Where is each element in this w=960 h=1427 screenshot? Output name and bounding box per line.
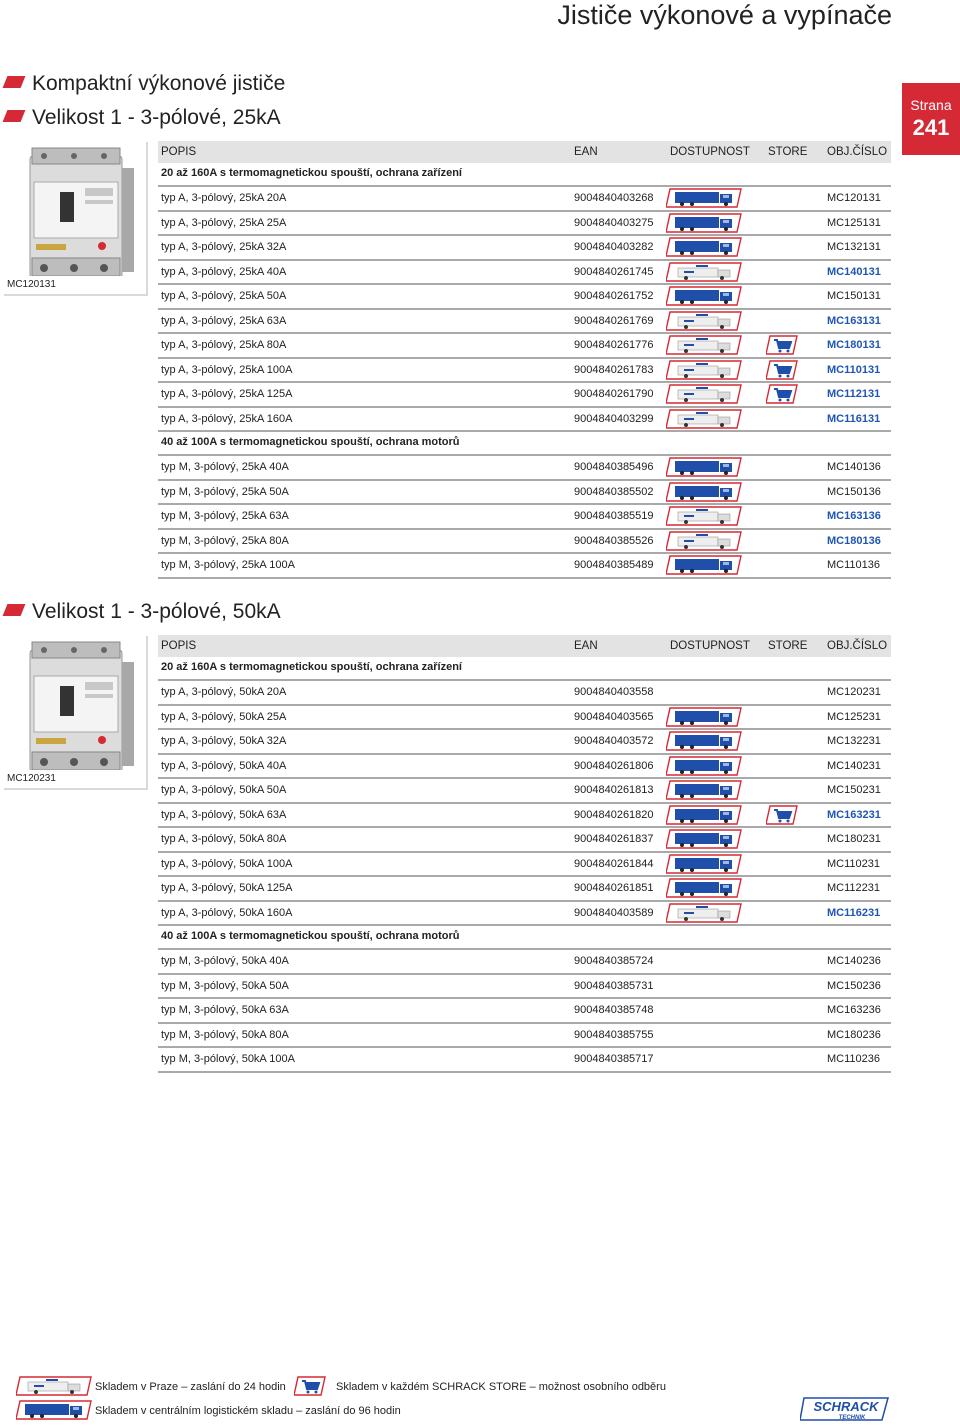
table-row — [158, 212, 891, 237]
product-image-panel — [4, 636, 148, 790]
row-description: typ M, 3-pólový, 25kA 50A — [161, 485, 289, 498]
row-ean: 9004840261844 — [574, 857, 654, 870]
page-badge-number: 241 — [912, 115, 950, 140]
row-order-number: MC150131 — [827, 290, 881, 302]
row-ean: 9004840403572 — [574, 735, 654, 747]
table-row — [158, 975, 891, 1000]
table-row — [158, 804, 891, 829]
table-header — [158, 635, 891, 657]
row-description: typ A, 3-pólový, 50kA 100A — [161, 857, 293, 870]
row-description: typ M, 3-pólový, 50kA 80A — [161, 1028, 289, 1041]
van-icon — [666, 531, 742, 554]
row-ean: 9004840261769 — [574, 314, 654, 327]
section-heading-text: Velikost 1 - 3-pólové, 25kA — [32, 106, 281, 129]
table-header — [158, 141, 891, 163]
row-order-number: MC112131 — [827, 388, 881, 400]
product-table-50ka — [158, 635, 891, 1073]
table-row — [158, 1048, 891, 1073]
row-ean: 9004840385731 — [574, 979, 654, 992]
row-description: typ A, 3-pólový, 25kA 63A — [161, 314, 287, 327]
row-ean: 9004840385489 — [574, 559, 654, 571]
table-row — [158, 310, 891, 335]
column-header-dostupnost: DOSTUPNOST — [670, 640, 750, 652]
row-ean: 9004840261776 — [574, 339, 654, 351]
row-description: typ M, 3-pólový, 25kA 40A — [161, 461, 289, 473]
row-description: typ A, 3-pólový, 25kA 125A — [161, 388, 293, 400]
row-order-number: MC116231 — [827, 906, 881, 919]
shopping-cart-icon — [294, 1376, 328, 1401]
truck-icon — [16, 1400, 92, 1425]
row-order-number: MC180236 — [827, 1028, 881, 1041]
legend-central: Skladem v centrálním logistickém skladu – zaslání do 96 hodin — [95, 1405, 401, 1417]
row-description: typ M, 3-pólový, 25kA 80A — [161, 534, 289, 547]
table-row — [158, 236, 891, 261]
heading-marker-icon — [3, 110, 26, 122]
legend-store: Skladem v každém SCHRACK STORE – možnost osobního odběru — [336, 1381, 666, 1393]
legend-prague: Skladem v Praze – zaslání do 24 hodin — [95, 1381, 286, 1393]
row-ean: 9004840385502 — [574, 485, 654, 498]
van-icon — [666, 384, 742, 407]
table-row — [158, 950, 891, 975]
section-heading-text: Velikost 1 - 3-pólové, 50kA — [32, 600, 281, 623]
row-ean: 9004840403565 — [574, 710, 654, 723]
table-row — [158, 681, 891, 706]
row-order-number: MC110236 — [827, 1053, 880, 1065]
column-header-store: STORE — [768, 640, 808, 652]
product-image-panel — [4, 142, 148, 296]
van-icon — [16, 1376, 92, 1401]
table-row — [158, 902, 891, 927]
row-description: typ A, 3-pólový, 25kA 160A — [161, 412, 293, 425]
van-icon — [666, 506, 742, 529]
table-row — [158, 481, 891, 506]
van-icon — [666, 903, 742, 926]
row-order-number: MC163236 — [827, 1004, 881, 1016]
column-header-obj: OBJ.ČÍSLO — [827, 640, 888, 652]
circuit-breaker-image — [4, 636, 146, 770]
row-ean: 9004840403268 — [574, 192, 654, 204]
truck-icon — [666, 854, 742, 877]
truck-icon — [666, 457, 742, 480]
table-row — [158, 285, 891, 310]
table-row — [158, 261, 891, 286]
column-header-obj: OBJ.ČÍSLO — [827, 146, 888, 158]
heading-marker-icon — [3, 76, 26, 88]
row-order-number: MC110231 — [827, 857, 880, 870]
table-row — [158, 383, 891, 408]
truck-icon — [666, 756, 742, 779]
schrack-logo — [800, 1396, 892, 1427]
group-heading — [158, 926, 891, 950]
van-icon — [666, 311, 742, 334]
product-caption: MC120131 — [4, 276, 146, 296]
row-ean: 9004840261820 — [574, 808, 654, 821]
row-order-number: MC120231 — [827, 686, 881, 698]
row-ean: 9004840261813 — [574, 784, 654, 796]
row-description: typ A, 3-pólový, 25kA 40A — [161, 265, 287, 278]
product-table-25ka — [158, 141, 891, 579]
row-order-number: MC140231 — [827, 759, 881, 772]
row-description: typ M, 3-pólový, 50kA 100A — [161, 1053, 295, 1065]
row-description: typ A, 3-pólový, 50kA 160A — [161, 906, 293, 919]
main-heading — [5, 72, 285, 96]
row-ean: 9004840385755 — [574, 1028, 654, 1041]
row-description: typ M, 3-pólový, 25kA 63A — [161, 510, 289, 522]
page-title: Jističe výkonové a vypínače — [557, 0, 892, 30]
column-header-ean: EAN — [574, 640, 598, 652]
row-order-number: MC150136 — [827, 485, 881, 498]
group-heading — [158, 163, 891, 187]
table-row — [158, 505, 891, 530]
row-description: typ A, 3-pólový, 25kA 50A — [161, 290, 287, 302]
group-title: 40 až 100A s termomagnetickou spouští, ochrana motorů — [161, 436, 460, 448]
row-order-number: MC125131 — [827, 216, 881, 229]
table-row — [158, 359, 891, 384]
group-title: 20 až 160A s termomagnetickou spouští, ochrana zařízení — [161, 661, 462, 673]
row-description: typ M, 3-pólový, 50kA 40A — [161, 955, 289, 967]
row-ean: 9004840385526 — [574, 534, 654, 547]
table-row — [158, 999, 891, 1024]
row-ean: 9004840261837 — [574, 833, 654, 845]
row-description: typ M, 3-pólový, 50kA 63A — [161, 1004, 289, 1016]
main-heading-text: Kompaktní výkonové jističe — [32, 72, 286, 95]
row-description: typ M, 3-pólový, 50kA 50A — [161, 979, 289, 992]
truck-icon — [666, 286, 742, 309]
row-ean: 9004840403275 — [574, 216, 654, 229]
row-order-number: MC125231 — [827, 710, 881, 723]
column-header-popis: POPIS — [161, 146, 197, 158]
table-row — [158, 853, 891, 878]
shopping-cart-icon — [766, 805, 800, 828]
group-heading — [158, 657, 891, 681]
truck-icon — [666, 805, 742, 828]
table-row — [158, 187, 891, 212]
section-heading-50ka — [5, 600, 281, 624]
row-description: typ A, 3-pólový, 50kA 25A — [161, 710, 287, 723]
table-row — [158, 779, 891, 804]
logo-text-schrack: SCHRACK — [813, 1399, 879, 1414]
row-order-number: MC150236 — [827, 979, 881, 992]
row-order-number: MC140136 — [827, 461, 881, 473]
row-description: typ A, 3-pólový, 50kA 20A — [161, 686, 287, 698]
table-row — [158, 877, 891, 902]
row-description: typ A, 3-pólový, 50kA 125A — [161, 882, 293, 894]
column-header-store: STORE — [768, 146, 808, 158]
row-order-number: MC110136 — [827, 559, 880, 571]
row-description: typ A, 3-pólový, 25kA 25A — [161, 216, 287, 229]
column-header-dostupnost: DOSTUPNOST — [670, 146, 750, 158]
row-order-number: MC116131 — [827, 412, 881, 425]
row-description: typ A, 3-pólový, 50kA 32A — [161, 735, 287, 747]
column-header-popis: POPIS — [161, 640, 197, 652]
row-ean: 9004840261783 — [574, 363, 654, 376]
van-icon — [666, 409, 742, 432]
row-order-number: MC140236 — [827, 955, 881, 967]
table-row — [158, 530, 891, 555]
shopping-cart-icon — [766, 384, 800, 407]
row-ean: 9004840385748 — [574, 1004, 654, 1016]
van-icon — [666, 360, 742, 383]
row-description: typ A, 3-pólový, 50kA 63A — [161, 808, 287, 821]
table-row — [158, 828, 891, 853]
logo-text-technik: TECHNIK — [838, 1415, 866, 1421]
row-description: typ A, 3-pólový, 25kA 100A — [161, 363, 293, 376]
row-order-number: MC132131 — [827, 241, 881, 253]
row-description: typ A, 3-pólový, 50kA 80A — [161, 833, 287, 845]
row-order-number: MC163136 — [827, 510, 881, 522]
truck-icon — [666, 780, 742, 803]
row-ean: 9004840403282 — [574, 241, 654, 253]
table-row — [158, 408, 891, 433]
row-ean: 9004840385496 — [574, 461, 654, 473]
row-order-number: MC180136 — [827, 534, 881, 547]
row-description: typ A, 3-pólový, 25kA 20A — [161, 192, 287, 204]
row-order-number: MC163231 — [827, 808, 881, 821]
table-row — [158, 554, 891, 579]
row-ean: 9004840403589 — [574, 906, 654, 919]
truck-icon — [666, 188, 742, 211]
row-description: typ A, 3-pólový, 25kA 32A — [161, 241, 287, 253]
row-order-number: MC110131 — [827, 363, 881, 376]
row-order-number: MC120131 — [827, 192, 881, 204]
row-description: typ A, 3-pólový, 50kA 50A — [161, 784, 287, 796]
column-header-ean: EAN — [574, 146, 598, 158]
page-number-badge — [902, 83, 960, 155]
row-order-number: MC150231 — [827, 784, 881, 796]
van-icon — [666, 335, 742, 358]
row-ean: 9004840385717 — [574, 1053, 654, 1065]
section-heading-25ka — [5, 106, 281, 130]
table-row — [158, 730, 891, 755]
group-title: 40 až 100A s termomagnetickou spouští, ochrana motorů — [161, 930, 460, 942]
shopping-cart-icon — [766, 360, 800, 383]
shopping-cart-icon — [766, 335, 800, 358]
truck-icon — [666, 829, 742, 852]
row-ean: 9004840261806 — [574, 759, 654, 772]
truck-icon — [666, 878, 742, 901]
product-caption: MC120231 — [4, 770, 146, 790]
group-heading — [158, 432, 891, 456]
truck-icon — [666, 482, 742, 505]
truck-icon — [666, 731, 742, 754]
row-ean: 9004840261745 — [574, 265, 654, 278]
row-ean: 9004840385724 — [574, 955, 654, 967]
table-row — [158, 334, 891, 359]
row-ean: 9004840261790 — [574, 388, 654, 400]
row-ean: 9004840403299 — [574, 412, 654, 425]
van-icon — [666, 262, 742, 285]
table-row — [158, 1024, 891, 1049]
truck-icon — [666, 237, 742, 260]
row-description: typ A, 3-pólový, 25kA 80A — [161, 339, 287, 351]
row-order-number: MC180131 — [827, 339, 881, 351]
heading-marker-icon — [3, 604, 26, 616]
row-order-number: MC132231 — [827, 735, 881, 747]
truck-icon — [666, 213, 742, 236]
truck-icon — [666, 555, 742, 578]
table-row — [158, 755, 891, 780]
row-ean: 9004840261752 — [574, 290, 654, 302]
circuit-breaker-image — [4, 142, 146, 276]
row-order-number: MC163131 — [827, 314, 881, 327]
truck-icon — [666, 707, 742, 730]
table-row — [158, 456, 891, 481]
row-description: typ A, 3-pólový, 50kA 40A — [161, 759, 287, 772]
row-order-number: MC140131 — [827, 265, 881, 278]
row-ean: 9004840261851 — [574, 882, 654, 894]
row-order-number: MC112231 — [827, 882, 880, 894]
table-row — [158, 706, 891, 731]
row-order-number: MC180231 — [827, 833, 881, 845]
page-badge-label: Strana — [910, 97, 952, 113]
row-ean: 9004840385519 — [574, 510, 654, 522]
group-title: 20 až 160A s termomagnetickou spouští, ochrana zařízení — [161, 167, 462, 179]
row-ean: 9004840403558 — [574, 686, 654, 698]
row-description: typ M, 3-pólový, 25kA 100A — [161, 559, 295, 571]
